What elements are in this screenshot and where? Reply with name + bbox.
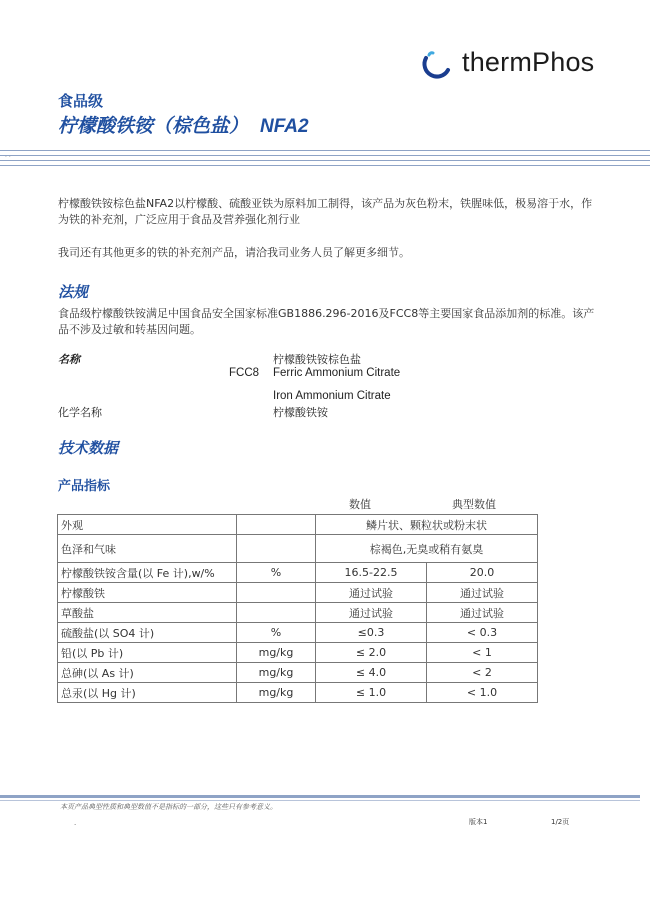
spec-unit: mg/kg	[237, 683, 316, 703]
footer-dot: .	[74, 819, 77, 827]
spec-item: 色泽和气味	[58, 535, 237, 563]
spec-item: 柠檬酸铁铵含量(以 Fe 计),w/%	[58, 563, 237, 583]
table-row	[58, 583, 538, 603]
spec-merged-value: 鳞片状、颗粒状或粉末状	[316, 515, 538, 535]
fcc-value: Ferric Ammonium Citrate	[273, 367, 401, 379]
product-name: 柠檬酸铁铵（棕色盐）	[58, 115, 249, 137]
divider-tick: · ·	[5, 154, 11, 161]
table-row	[58, 603, 538, 623]
name-value: 柠檬酸铁铵棕色盐	[273, 353, 361, 366]
footer-divider-thin	[0, 800, 640, 801]
tech-data-heading: 技术数据	[58, 439, 119, 457]
spec-item: 铅(以 Pb 计)	[58, 643, 237, 663]
spec-item: 外观	[58, 515, 237, 535]
table-row	[58, 623, 538, 643]
regulation-text: 食品级柠檬酸铁铵满足中国食品安全国家标准GB1886.296-2016及FCC8等主要国家食品添加剂的标准。该产品不涉及过敏和转基因问题。	[58, 307, 595, 336]
table-row	[58, 563, 538, 583]
chemical-name-label: 化学名称	[58, 406, 102, 419]
table-row	[58, 535, 538, 563]
thermphos-logo-icon	[420, 44, 452, 80]
spec-typical: < 1.0	[427, 683, 538, 703]
spec-typical: 通过试验	[427, 603, 538, 623]
spec-unit: %	[237, 623, 316, 643]
table-row	[58, 663, 538, 683]
spec-subheading: 产品指标	[58, 479, 111, 494]
column-header-value: 数值	[349, 498, 371, 511]
contact-paragraph: 我司还有其他更多的铁的补充剂产品，请洽我司业务人员了解更多细节。	[58, 246, 410, 259]
spec-typical: < 2	[427, 663, 538, 683]
spec-typical: < 0.3	[427, 623, 538, 643]
spec-unit	[237, 603, 316, 623]
header-divider-stripes	[0, 150, 650, 172]
table-row	[58, 515, 538, 535]
spec-unit	[237, 515, 316, 535]
spec-item: 草酸盐	[58, 603, 237, 623]
spec-unit	[237, 535, 316, 563]
spec-unit: mg/kg	[237, 643, 316, 663]
spec-unit: %	[237, 563, 316, 583]
regulation-heading: 法规	[58, 283, 89, 301]
spec-typical: 20.0	[427, 563, 538, 583]
spec-merged-value: 棕褐色,无臭或稍有氨臭	[316, 535, 538, 563]
spec-value: ≤ 2.0	[316, 643, 427, 663]
table-row	[58, 683, 538, 703]
spec-value: 16.5-22.5	[316, 563, 427, 583]
chemical-name-value: 柠檬酸铁铵	[273, 406, 328, 419]
spec-unit: mg/kg	[237, 663, 316, 683]
spec-value: ≤ 4.0	[316, 663, 427, 683]
product-title	[58, 111, 309, 138]
spec-item: 柠檬酸铁	[58, 583, 237, 603]
fcc-label: FCC8	[229, 367, 260, 379]
page-number: 1/2页	[551, 818, 570, 826]
table-row	[58, 643, 538, 663]
product-code: NFA2	[260, 116, 309, 137]
alt-name-value: Iron Ammonium Citrate	[273, 390, 391, 402]
grade-label: 食品级	[58, 92, 104, 110]
logo-text: thermPhos	[462, 46, 595, 77]
spec-value: ≤0.3	[316, 623, 427, 643]
spec-typical: < 1	[427, 643, 538, 663]
column-header-typical: 典型数值	[452, 498, 496, 511]
company-logo	[420, 44, 594, 80]
spec-value: ≤ 1.0	[316, 683, 427, 703]
spec-item: 硫酸盐(以 SO4 计)	[58, 623, 237, 643]
spec-typical: 通过试验	[427, 583, 538, 603]
footer-divider	[0, 795, 640, 798]
spec-unit	[237, 583, 316, 603]
spec-item: 总砷(以 As 计)	[58, 663, 237, 683]
version-label: 版本1	[469, 818, 488, 826]
spec-item: 总汞(以 Hg 计)	[58, 683, 237, 703]
spec-value: 通过试验	[316, 583, 427, 603]
spec-value: 通过试验	[316, 603, 427, 623]
footer-disclaimer: 本页产品典型性质和典型数值不是指标的一部分，这些只有参考意义。	[60, 803, 277, 811]
spec-table	[57, 514, 538, 703]
intro-paragraph: 柠檬酸铁铵棕色盐NFA2以柠檬酸、硫酸亚铁为原料加工制得，该产品为灰色粉末，铁腥味低，极易溶于水，作为铁的补充剂，广泛应用于食品及营养强化剂行业	[58, 197, 593, 226]
name-label: 名称	[58, 353, 80, 366]
